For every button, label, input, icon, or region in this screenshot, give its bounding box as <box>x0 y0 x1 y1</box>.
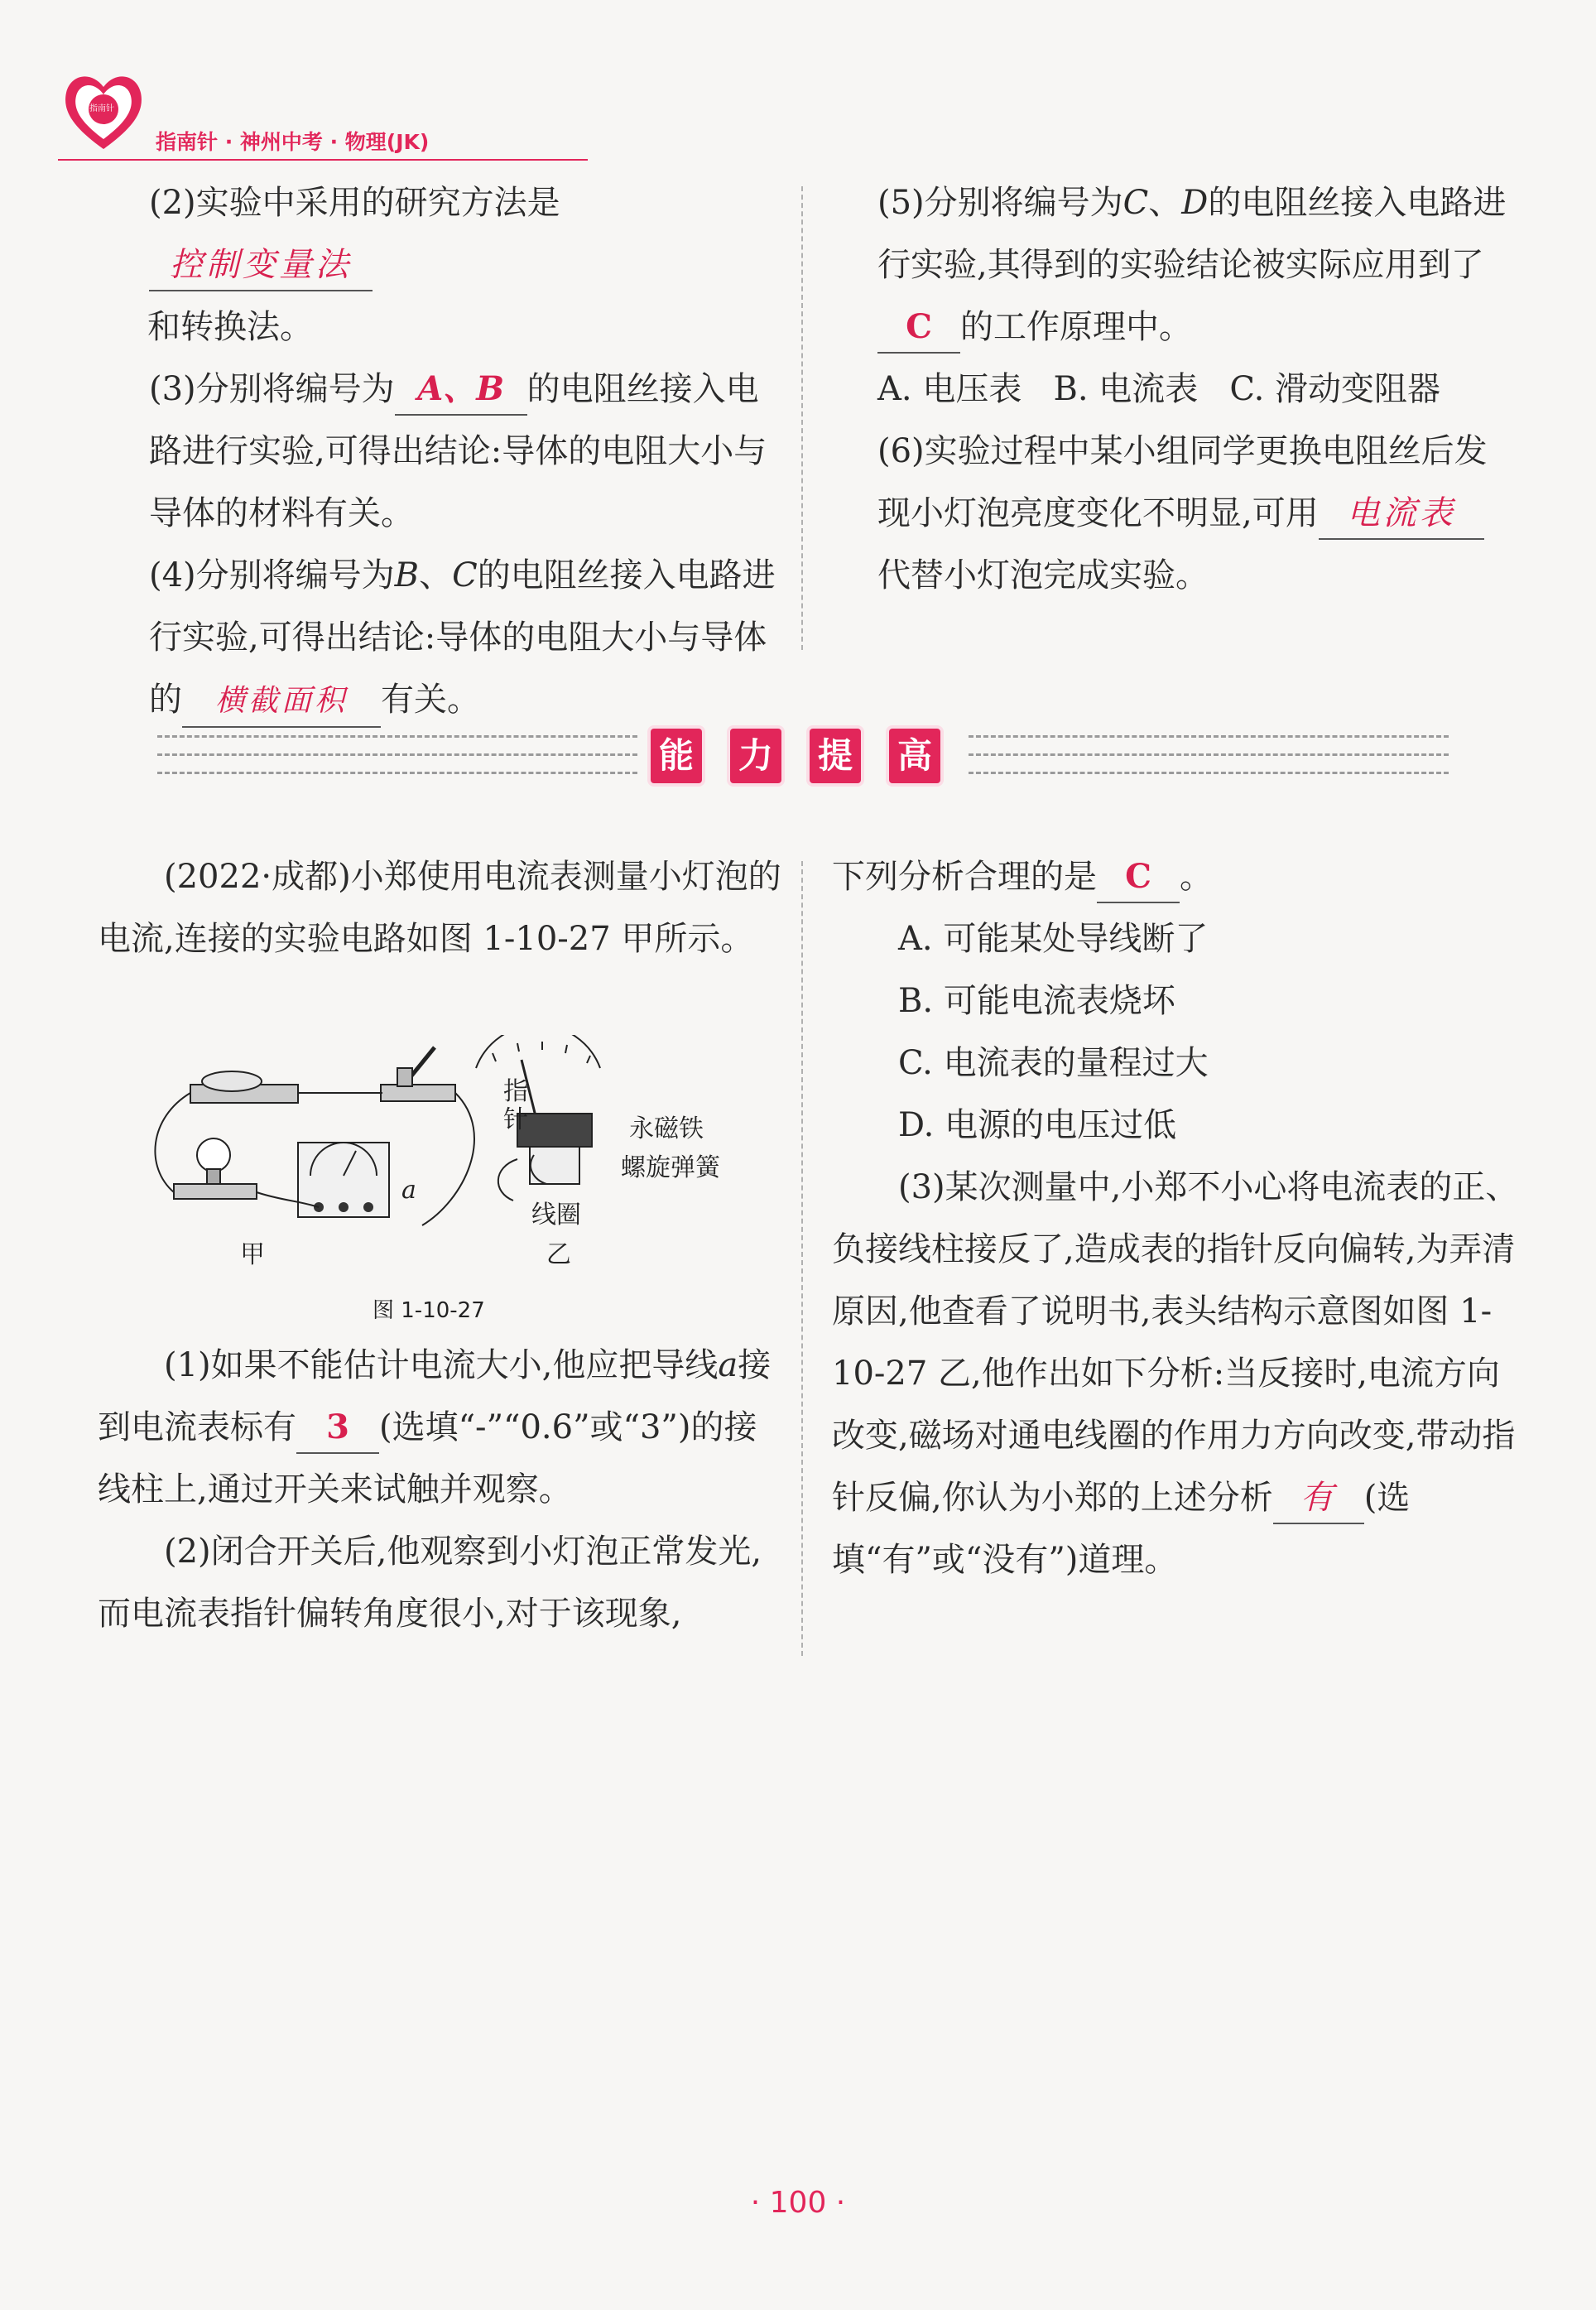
bottom-right-column <box>832 846 1519 1591</box>
label-zhizhen: 指针 <box>503 1077 528 1134</box>
banner-dash-left-2 <box>157 753 637 756</box>
figure-1-10-27 <box>149 1035 762 1333</box>
banner-dash-left-3 <box>157 772 637 774</box>
fig-label-jia: 甲 <box>240 1240 265 1269</box>
answer-blank-q3: A、B <box>395 364 527 416</box>
question-5: (5)分别将编号为C、D的电阻丝接入电路进行实验,其得到的实验结论被实际应用到了 C 的工作原理中。 <box>877 172 1515 359</box>
answer-blank-b2: C <box>1097 852 1180 903</box>
option-c: C. 电流表的量程过大 <box>898 1044 1209 1082</box>
fig-label-yi: 乙 <box>546 1240 571 1269</box>
question-b3: (3)某次测量中,小郑不小心将电流表的正、负接线柱接反了,造成表的指针反向偏转,为弄清原因,他查看了说明书,表头结构示意图如图 1-10-27 乙,他作出如下分析:当反接时,电流方向改变,磁场对通电线圈的作用力方向改变,带动指针反偏,你认为小郑的上述分析 有 (选填“有”或“没有”)道理。 <box>832 1168 1519 1579</box>
banner-dash-right-1 <box>969 735 1449 738</box>
label-coil: 线圈 <box>531 1201 581 1230</box>
problem-intro: (2022·成都)小郑使用电流表测量小灯泡的电流,连接的实验电路如图 1-10-27 甲所示。 <box>98 858 781 958</box>
column-divider-bottom <box>801 861 803 1656</box>
answer-blank-b1: 3 <box>296 1403 379 1454</box>
header <box>58 58 588 166</box>
option-b: B. 可能电流表烧坏 <box>898 982 1175 1020</box>
column-divider-top <box>801 186 803 650</box>
answer-blank-b3: 有 <box>1273 1473 1364 1524</box>
label-spring: 螺旋弹簧 <box>621 1153 720 1182</box>
header-title: 指南针 · 神州中考 · 物理(JK) <box>156 130 430 154</box>
question-3: (3)分别将编号为 A、B 的电阻丝接入电路进行实验,可得出结论:导体的电阻大小与导体的材料有关。 <box>149 359 778 545</box>
section-banner <box>157 729 1449 787</box>
answer-blank-q4: 横截面积 <box>182 676 381 728</box>
question-6: (6)实验过程中某小组同学更换电阻丝后发现小灯泡亮度变化不明显,可用 电流表 代替小灯泡完成实验。 <box>877 432 1488 594</box>
page-number: · 100 · <box>750 2186 846 2220</box>
question-5-options: A. 电压表 B. 电流表 C. 滑动变阻器 <box>877 370 1441 408</box>
answer-blank-q5: C <box>877 302 960 354</box>
option-d: D. 电源的电压过低 <box>898 1106 1177 1144</box>
section-char-1: 能 <box>651 729 702 783</box>
bottom-left-questions <box>98 1335 783 1645</box>
top-left-column <box>149 172 778 731</box>
figure-caption: 图 1-10-27 <box>373 1298 485 1323</box>
question-2: (2)实验中采用的研究方法是控制变量法 和转换法。 <box>147 184 560 346</box>
bottom-left-column <box>98 846 783 970</box>
question-b2-continued: 下列分析合理的是 C 。 <box>832 846 1519 908</box>
section-char-2: 力 <box>730 729 781 783</box>
answer-blank-q2: 控制变量法 <box>149 240 373 291</box>
header-rule <box>58 159 588 161</box>
question-b1: (1)如果不能估计电流大小,他应把导线a接到电流表标有 3 (选填“-”“0.6”或“3”)的接线柱上,通过开关来试触并观察。 <box>98 1346 772 1509</box>
section-char-4: 高 <box>889 729 940 783</box>
top-right-column <box>877 172 1515 607</box>
options-list <box>832 908 1519 1157</box>
answer-blank-q6: 电流表 <box>1319 488 1484 540</box>
banner-dash-right-2 <box>969 753 1449 756</box>
question-b2: (2)闭合开关后,他观察到小灯泡正常发光,而电流表指针偏转角度很小,对于该现象, <box>98 1533 762 1633</box>
wire-a-label: a <box>401 1176 416 1205</box>
question-4: (4)分别将编号为B、C的电阻丝接入电路进行实验,可得出结论:导体的电阻大小与导体的 横截面积 有关。 <box>149 545 778 731</box>
banner-dash-left-1 <box>157 735 637 738</box>
label-magnet: 永磁铁 <box>629 1114 704 1143</box>
section-char-3: 提 <box>810 729 861 783</box>
circuit-diagram-jia <box>149 1035 480 1250</box>
logo-text: 指南针 <box>89 104 114 113</box>
option-a: A. 可能某处导线断了 <box>898 920 1209 958</box>
banner-dash-right-3 <box>969 772 1449 774</box>
